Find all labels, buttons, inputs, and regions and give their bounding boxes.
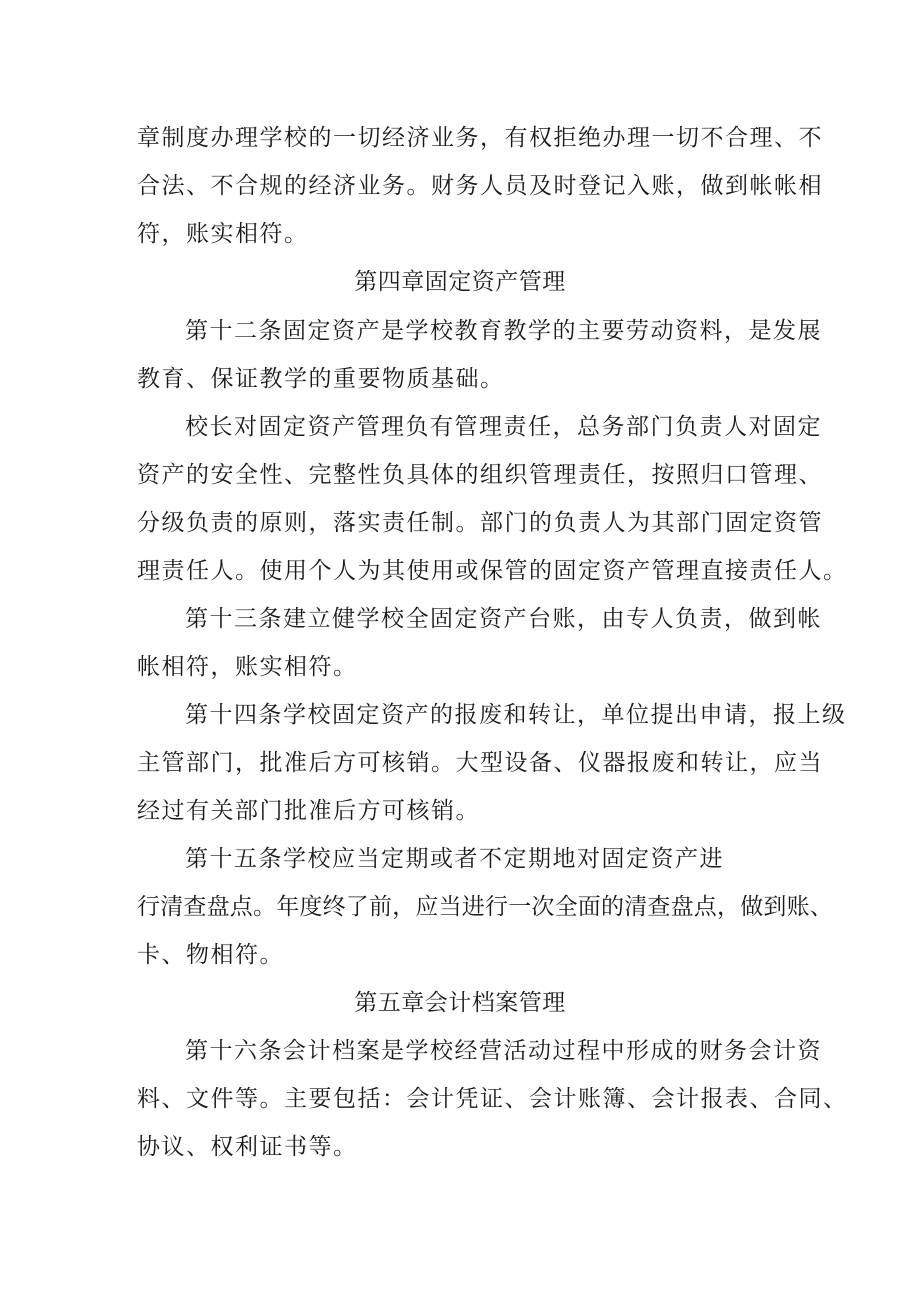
paragraph-line: 校长对固定资产管理负有管理责任，总务部门负责人对固定 [185, 414, 822, 440]
paragraph-line: 符，账实相符。 [137, 221, 309, 247]
paragraph-line: 第十四条学校固定资产的报废和转让，单位提出申请，报上级 [185, 702, 847, 728]
paragraph-line: 理责任人。使用个人为其使用或保管的固定资产管理直接责任人。 [137, 558, 848, 584]
paragraph-line: 行清查盘点。年度终了前，应当进行一次全面的清查盘点，做到账、 [137, 894, 833, 920]
paragraph-line: 卡、物相符。 [137, 942, 284, 968]
paragraph-line: 资产的安全性、完整性负具体的组织管理责任，按照归口管理、 [137, 462, 823, 488]
paragraph-line: 帐相符，账实相符。 [137, 654, 358, 680]
paragraph-line: 经过有关部门批准后方可核销。 [137, 798, 480, 824]
paragraph-line: 料、文件等。主要包括：会计凭证、会计账簿、会计报表、合同、 [137, 1086, 848, 1112]
paragraph-line: 章制度办理学校的一切经济业务，有权拒绝办理一切不合理、不 [137, 125, 823, 151]
paragraph-line: 第十三条建立健学校全固定资产台账，由专人负责，做到帐 [185, 606, 822, 632]
paragraph-line: 协议、权利证书等。 [137, 1134, 358, 1160]
chapter-heading: 第四章固定资产管理 [354, 269, 566, 295]
paragraph-line: 第十五条学校应当定期或者不定期地对固定资产进 [185, 846, 724, 872]
chapter-heading: 第五章会计档案管理 [354, 990, 566, 1016]
paragraph-line: 教育、保证教学的重要物质基础。 [137, 366, 505, 392]
paragraph-line: 主管部门，批准后方可核销。大型设备、仪器报废和转让，应当 [137, 750, 823, 776]
paragraph-line: 合法、不合规的经济业务。财务人员及时登记入账，做到帐帐相 [137, 173, 823, 199]
paragraph-line: 第十六条会计档案是学校经营活动过程中形成的财务会计资 [185, 1038, 822, 1064]
paragraph-line: 第十二条固定资产是学校教育教学的主要劳动资料，是发展 [185, 318, 822, 344]
paragraph-line: 分级负责的原则，落实责任制。部门的负责人为其部门固定资管 [137, 510, 823, 536]
